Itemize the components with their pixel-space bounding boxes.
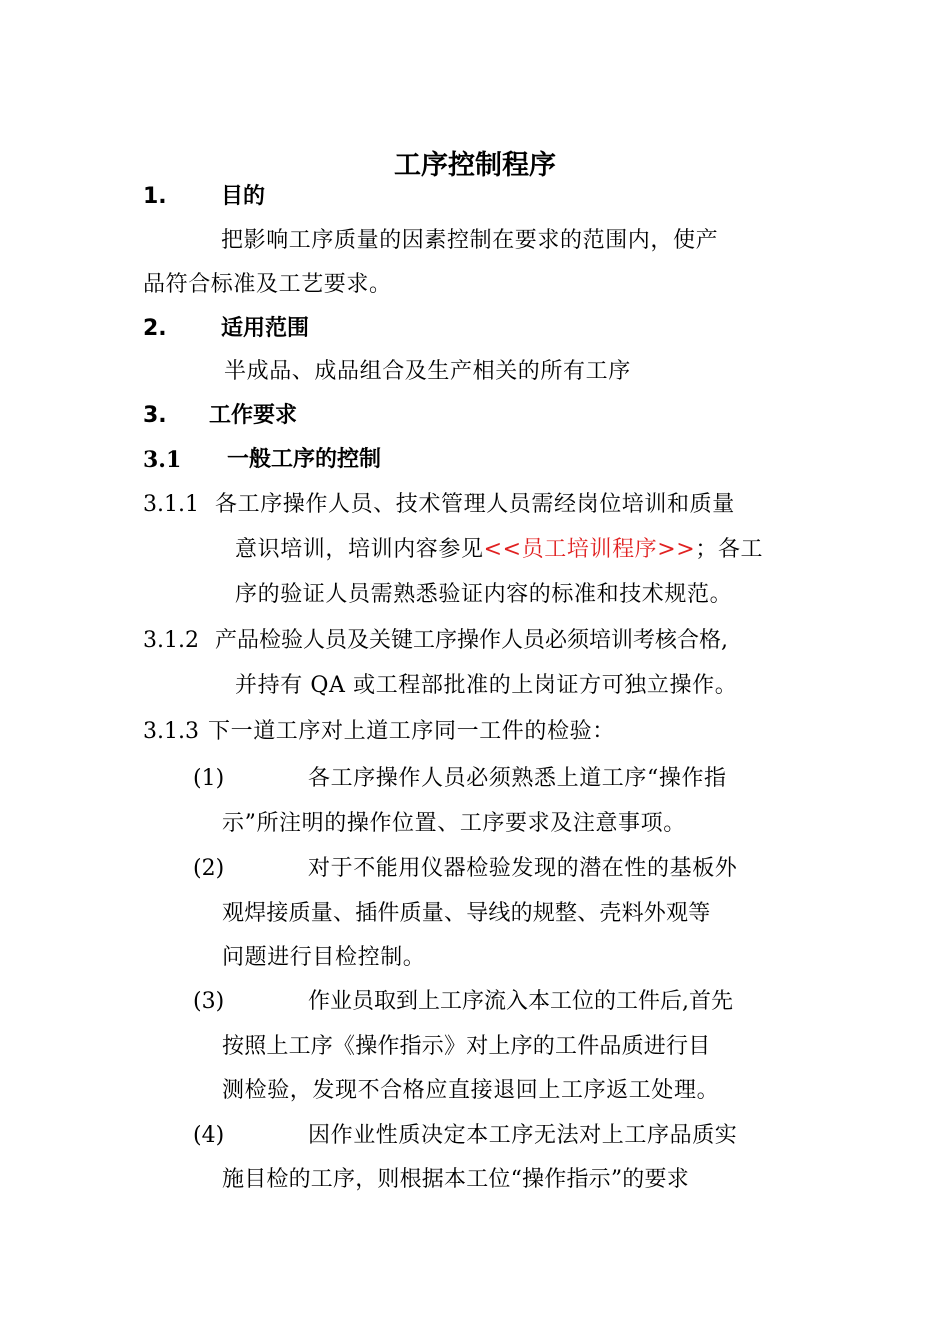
item-number: (1) <box>193 766 225 791</box>
page-title: 工序控制程序 <box>394 150 556 181</box>
item-line: 施目检的工序，则根据本工位“操作指示”的要求 <box>222 1167 689 1192</box>
clause-line <box>235 535 763 565</box>
item-line: 对于不能用仪器检验发现的潜在性的基板外 <box>308 856 738 881</box>
clause-line: 序的验证人员需熟悉验证内容的标准和技术规范。 <box>235 582 733 607</box>
clause-number: 3.1.3 <box>143 719 199 744</box>
item-line: 问题进行目检控制。 <box>222 945 426 970</box>
paragraph-line: 半成品、成品组合及生产相关的所有工序 <box>224 359 631 384</box>
clause-number: 3.1.2 <box>143 628 199 653</box>
item-number: (3) <box>193 989 225 1014</box>
paragraph-line: 品符合标准及工艺要求。 <box>143 272 392 297</box>
section-number: 3.1 <box>143 447 182 473</box>
section-number: 1. <box>143 184 167 209</box>
clause-line: 各工序操作人员、技术管理人员需经岗位培训和质量 <box>215 492 735 517</box>
clause-line: 产品检验人员及关键工序操作人员必须培训考核合格, <box>215 628 728 653</box>
item-line: 各工序操作人员必须熟悉上道工序“操作指 <box>308 766 727 791</box>
clause-text: 意识培训，培训内容参见 <box>235 537 484 562</box>
clause-text: ；各工 <box>695 537 764 562</box>
item-line: 作业员取到上工序流入本工位的工件后,首先 <box>308 989 733 1014</box>
clause-number: 3.1.1 <box>143 492 199 517</box>
section-title: 目的 <box>221 184 266 209</box>
clause-line: 并持有 QA 或工程部批准的上岗证方可独立操作。 <box>235 673 738 698</box>
item-line: 示”所注明的操作位置、工序要求及注意事项。 <box>222 811 686 836</box>
item-number: (4) <box>193 1123 225 1148</box>
section-title: 适用范围 <box>221 316 310 341</box>
section-number: 3. <box>143 403 167 428</box>
section-title: 工作要求 <box>209 403 298 428</box>
item-number: (2) <box>193 856 225 881</box>
item-line: 观焊接质量、插件质量、导线的规整、壳料外观等 <box>222 901 711 926</box>
paragraph-line: 把影响工序质量的因素控制在要求的范围内，使产 <box>221 228 719 253</box>
section-title: 一般工序的控制 <box>227 447 382 472</box>
clause-line: 下一道工序对上道工序同一工件的检验： <box>208 719 615 744</box>
training-procedure-link[interactable]: <<员工培训程序>> <box>483 537 696 562</box>
item-line: 按照上工序《操作指示》对上序的工件品质进行目 <box>222 1034 711 1059</box>
item-line: 因作业性质决定本工序无法对上工序品质实 <box>308 1123 738 1148</box>
section-number: 2. <box>143 316 167 341</box>
item-line: 测检验，发现不合格应直接退回上工序返工处理。 <box>222 1078 720 1103</box>
